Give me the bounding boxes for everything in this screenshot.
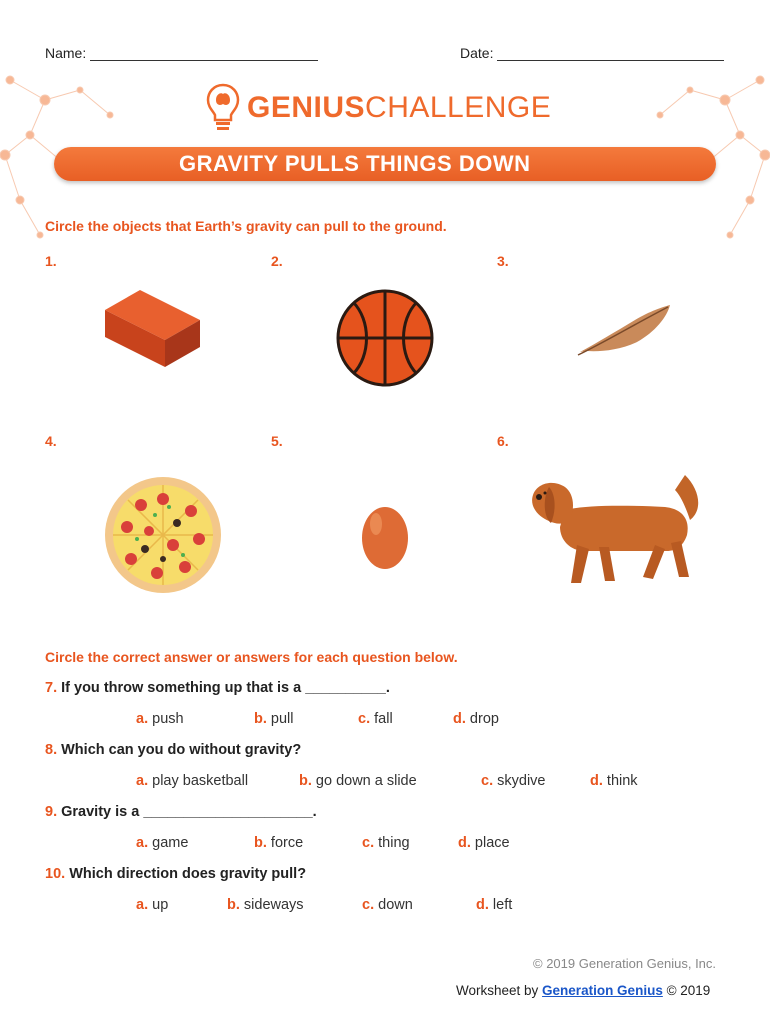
feather-icon[interactable] [575, 302, 675, 358]
option-text: up [152, 897, 169, 913]
question-number: 10. [45, 866, 66, 882]
q10-option-a[interactable] [136, 897, 168, 913]
option-text: pull [270, 711, 294, 727]
pizza-icon[interactable] [103, 475, 223, 595]
q10-option-b[interactable] [227, 897, 304, 913]
question-number: 9. [45, 804, 58, 820]
q9-option-b[interactable] [254, 835, 303, 851]
item-number-4: 4. [45, 433, 57, 449]
option-text: fall [374, 711, 393, 727]
q7-option-b[interactable] [254, 711, 294, 727]
option-letter: c. [358, 711, 371, 727]
option-text: skydive [497, 773, 546, 789]
question-text: Which can you do without gravity? [61, 742, 302, 758]
option-letter: b. [299, 773, 312, 789]
option-text: place [474, 835, 510, 851]
page-title: GRAVITY PULLS THINGS DOWN [179, 151, 531, 176]
q10-option-c[interactable] [362, 897, 413, 913]
option-text: think [606, 773, 638, 789]
date-field[interactable] [460, 45, 724, 61]
item-number-6: 6. [497, 433, 509, 449]
q8-option-c[interactable] [481, 773, 545, 789]
option-text: drop [469, 711, 499, 727]
q9-option-a[interactable] [136, 835, 188, 851]
option-letter: b. [227, 897, 240, 913]
name-line[interactable] [90, 46, 318, 61]
footer-suffix: © 2019 [662, 983, 711, 998]
q8-option-b[interactable] [299, 773, 417, 789]
option-letter: c. [481, 773, 494, 789]
option-text: game [152, 835, 189, 851]
option-letter: d. [458, 835, 471, 851]
name-field[interactable] [45, 45, 318, 61]
question-8 [45, 742, 301, 758]
date-line[interactable] [497, 46, 724, 61]
option-letter: d. [590, 773, 603, 789]
copyright-cut-off: © 2019 Generation Genius, Inc. [533, 956, 717, 971]
option-text: force [270, 835, 304, 851]
question-10 [45, 866, 306, 882]
option-letter: b. [254, 711, 267, 727]
footer-prefix: Worksheet by [456, 983, 543, 998]
option-text: down [378, 897, 413, 913]
q8-option-a[interactable] [136, 773, 248, 789]
logo-word-challenge: CHALLENGE [365, 91, 552, 124]
option-letter: a. [136, 711, 149, 727]
q8-option-d[interactable] [590, 773, 638, 789]
genius-challenge-logo [205, 82, 551, 134]
section1-instruction: Circle the objects that Earth’s gravity can pull to the ground. [45, 218, 447, 234]
egg-icon[interactable] [360, 500, 410, 570]
name-label: Name: [45, 45, 87, 61]
item-number-5: 5. [271, 433, 283, 449]
q7-option-c[interactable] [358, 711, 393, 727]
option-letter: c. [362, 897, 375, 913]
question-number: 8. [45, 742, 58, 758]
item-number-1: 1. [45, 253, 57, 269]
lightbulb-brain-icon [205, 82, 241, 134]
q7-option-d[interactable] [453, 711, 499, 727]
basketball-icon[interactable] [335, 288, 435, 388]
section2-instruction: Circle the correct answer or answers for each question below. [45, 649, 458, 665]
option-text: thing [378, 835, 410, 851]
title-banner [54, 147, 716, 181]
q9-option-d[interactable] [458, 835, 510, 851]
question-7 [45, 680, 390, 696]
option-letter: d. [476, 897, 489, 913]
q9-option-c[interactable] [362, 835, 410, 851]
item-number-3: 3. [497, 253, 509, 269]
question-text: Gravity is a _____________________. [61, 804, 317, 820]
brick-icon[interactable] [100, 285, 205, 370]
question-text: Which direction does gravity pull? [69, 866, 307, 882]
date-label: Date: [460, 45, 494, 61]
option-letter: a. [136, 835, 149, 851]
worksheet-footer [456, 983, 710, 998]
option-letter: c. [362, 835, 375, 851]
question-9 [45, 804, 317, 820]
q7-option-a[interactable] [136, 711, 184, 727]
logo-word-genius: GENIUS [247, 91, 366, 124]
dog-icon[interactable] [525, 465, 710, 587]
q10-option-d[interactable] [476, 897, 512, 913]
option-letter: a. [136, 773, 149, 789]
option-letter: d. [453, 711, 466, 727]
item-number-2: 2. [271, 253, 283, 269]
option-text: play basketball [152, 773, 249, 789]
option-text: go down a slide [315, 773, 417, 789]
option-text: sideways [243, 897, 304, 913]
option-text: left [492, 897, 513, 913]
option-letter: b. [254, 835, 267, 851]
question-text: If you throw something up that is a __________. [61, 680, 390, 696]
option-letter: a. [136, 897, 149, 913]
question-number: 7. [45, 680, 58, 696]
option-text: push [152, 711, 184, 727]
generation-genius-link[interactable]: Generation Genius [542, 983, 663, 998]
